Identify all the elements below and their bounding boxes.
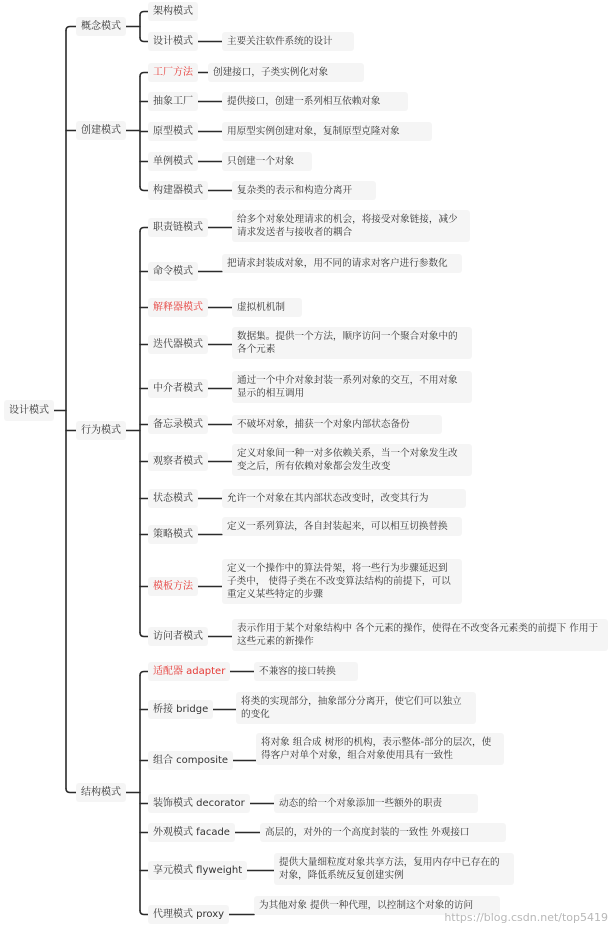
pattern-desc: 提供大量细粒度对象共享方法，复用内存中已存在的对象，降低系统反复创建实例 bbox=[274, 853, 514, 885]
watermark: https://blog.csdn.net/top5419 bbox=[444, 911, 608, 924]
pattern-visitor[interactable]: 访问者模式 bbox=[148, 627, 208, 646]
pattern-adapter[interactable]: 适配器 adapter bbox=[148, 662, 230, 681]
pattern-desc: 定义对象间一种一对多依赖关系，当一个对象发生改变之后，所有依赖对象都会发生改变 bbox=[232, 444, 472, 476]
pattern-desc: 为其他对象 提供一种代理，以控制这个对象的访问 bbox=[254, 896, 500, 915]
pattern-interpreter[interactable]: 解释器模式 bbox=[148, 298, 208, 317]
connector-line bbox=[140, 73, 148, 77]
pattern-desc: 定义一系列算法，各自封装起来，可以相互切换替换 bbox=[222, 517, 462, 536]
pattern-desc: 表示作用于某个对象结构中 各个元素的操作，使得在不改变各元素类的前提下 作用于这些元素的新操作 bbox=[232, 619, 608, 651]
pattern-desc: 主要关注软件系统的设计 bbox=[222, 32, 354, 51]
pattern-architecture[interactable]: 架构模式 bbox=[148, 2, 198, 21]
pattern-bridge[interactable]: 桥接 bridge bbox=[148, 700, 213, 719]
pattern-desc: 不破坏对象，捕获一个对象内部状态备份 bbox=[232, 415, 442, 434]
category-behavioral[interactable]: 行为模式 bbox=[76, 421, 126, 440]
pattern-observer[interactable]: 观察者模式 bbox=[148, 452, 208, 471]
pattern-desc: 给多个对象处理请求的机会，将接受对象链接，减少请求发送者与接收者的耦合 bbox=[232, 210, 470, 242]
pattern-template-method[interactable]: 模板方法 bbox=[148, 577, 198, 596]
connector-line bbox=[140, 228, 148, 232]
root-node[interactable]: 设计模式 bbox=[4, 400, 54, 421]
pattern-flyweight[interactable]: 享元模式 flyweight bbox=[148, 861, 247, 880]
pattern-desc: 动态的给一个对象添加一些额外的职责 bbox=[274, 794, 478, 813]
pattern-desc: 将类的实现部分，抽象部分分离开，使它们可以独立的变化 bbox=[236, 692, 476, 724]
pattern-singleton[interactable]: 单例模式 bbox=[148, 152, 198, 171]
connector-line bbox=[140, 12, 148, 16]
pattern-abstract-factory[interactable]: 抽象工厂 bbox=[148, 92, 198, 111]
connector-line bbox=[140, 672, 148, 676]
pattern-proxy[interactable]: 代理模式 proxy bbox=[148, 905, 229, 924]
pattern-strategy[interactable]: 策略模式 bbox=[148, 525, 198, 544]
pattern-desc: 将对象 组合成 树形的机构，表示整体-部分的层次，使得客户对单个对象，组合对象使用具有一致性 bbox=[256, 733, 504, 765]
connector-line bbox=[140, 38, 148, 42]
pattern-desc: 虚拟机机制 bbox=[232, 298, 302, 317]
pattern-composite[interactable]: 组合 composite bbox=[148, 751, 233, 770]
connector-line bbox=[66, 789, 76, 793]
connector-line bbox=[140, 187, 148, 191]
category-creational[interactable]: 创建模式 bbox=[76, 121, 126, 140]
pattern-desc: 高层的，对外的一个高度封装的一致性 外观接口 bbox=[260, 823, 506, 842]
pattern-desc: 允许一个对象在其内部状态改变时，改变其行为 bbox=[222, 489, 466, 508]
pattern-decorator[interactable]: 装饰模式 decorator bbox=[148, 794, 250, 813]
pattern-memento[interactable]: 备忘录模式 bbox=[148, 415, 208, 434]
connector-line bbox=[140, 633, 148, 637]
pattern-desc: 复杂类的表示和构造分离开 bbox=[232, 181, 376, 200]
pattern-state[interactable]: 状态模式 bbox=[148, 489, 198, 508]
pattern-builder[interactable]: 构建器模式 bbox=[148, 181, 208, 200]
pattern-iterator[interactable]: 迭代器模式 bbox=[148, 335, 208, 354]
pattern-chain-of-responsibility[interactable]: 职责链模式 bbox=[148, 218, 208, 237]
pattern-desc: 不兼容的接口转换 bbox=[254, 662, 358, 681]
pattern-design[interactable]: 设计模式 bbox=[148, 32, 198, 51]
pattern-desc: 只创建一个对象 bbox=[222, 152, 312, 171]
pattern-desc: 通过一个中介对象封装一系列对象的交互，不用对象显示的相互调用 bbox=[232, 371, 472, 403]
pattern-command[interactable]: 命令模式 bbox=[148, 262, 198, 281]
connector-line bbox=[140, 911, 148, 915]
pattern-desc: 提供接口，创建一系列相互依赖对象 bbox=[222, 92, 408, 111]
pattern-mediator[interactable]: 中介者模式 bbox=[148, 379, 208, 398]
pattern-desc: 创建接口，子类实例化对象 bbox=[208, 63, 364, 82]
pattern-desc: 定义一个操作中的算法骨架，将一些行为步骤延迟到 子类中， 使得子类在不改变算法结构的前提下，可以重定义某些特定的步骤 bbox=[222, 559, 462, 604]
category-structural[interactable]: 结构模式 bbox=[76, 783, 126, 802]
category-concept[interactable]: 概念模式 bbox=[76, 17, 126, 36]
pattern-desc: 用原型实例创建对象，复制原型克隆对象 bbox=[222, 122, 432, 141]
pattern-prototype[interactable]: 原型模式 bbox=[148, 122, 198, 141]
pattern-desc: 数据集。提供一个方法，顺序访问一个聚合对象中的各个元素 bbox=[232, 327, 472, 359]
pattern-desc: 把请求封装成对象，用不同的请求对客户进行参数化 bbox=[222, 254, 462, 273]
pattern-facade[interactable]: 外观模式 facade bbox=[148, 823, 235, 842]
connector-line bbox=[66, 27, 76, 31]
pattern-factory-method[interactable]: 工厂方法 bbox=[148, 63, 198, 82]
